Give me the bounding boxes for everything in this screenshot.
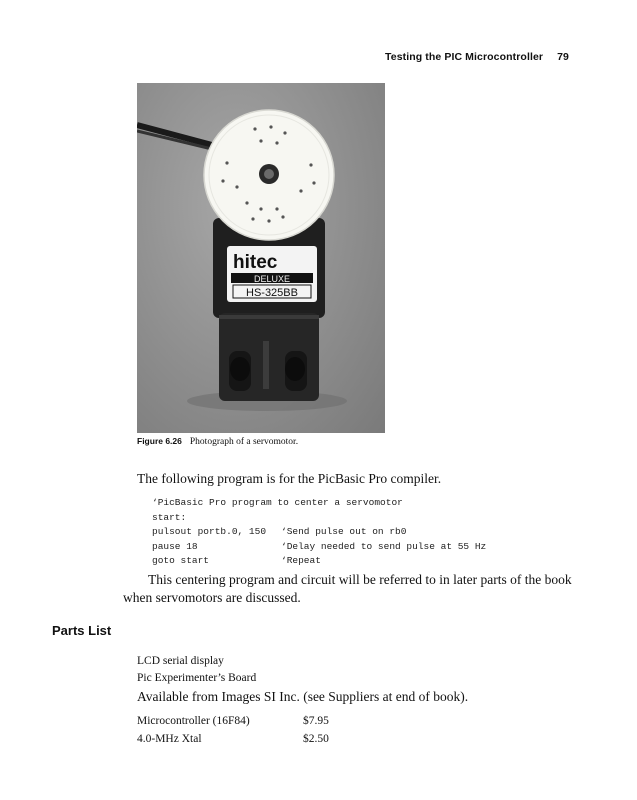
price-value: $2.50 [303,733,329,745]
price-value: $7.95 [303,715,329,727]
code-line [152,511,486,526]
section-heading: Parts List [52,623,112,638]
code-line [152,525,486,540]
list-item: Pic Experimenter’s Board [137,672,257,684]
code-listing [152,496,486,569]
brand-text: hitec [233,252,278,273]
code-line [152,554,486,569]
code-text: goto start [152,555,210,566]
figure-label: Figure 6.26 [137,436,182,446]
price-row [137,712,329,730]
series-text: DELUXE [253,274,291,284]
code-line [152,496,486,511]
servomotor-photo [137,83,385,433]
availability-text: Available from Images SI Inc. (see Suppliers at end of book). [137,689,469,704]
price-list [137,712,329,748]
chapter-title: Testing the PIC Microcontroller [385,51,544,63]
model-text: HS-325BB [246,287,298,299]
figure-caption [137,436,298,447]
parts-list [137,653,256,687]
code-text: ‘PicBasic Pro program to center a servomotor [152,497,403,508]
figure-caption-text: Photograph of a servomotor. [189,437,299,447]
price-row [137,730,329,748]
code-text: start: [152,511,187,523]
code-comment: ‘Delay needed to send pulse at 55 Hz [281,540,487,552]
code-text: pause 18 [152,540,198,552]
code-comment: ‘Repeat [281,555,321,566]
list-item: LCD serial display [137,655,224,667]
page-number: 79 [557,51,569,63]
running-head [385,51,569,63]
price-item: Microcontroller (16F84) [137,715,250,727]
body-paragraph: This centering program and circuit will be referred to in later parts of the book when servomotors are discussed. [123,572,572,605]
code-line [152,540,486,555]
intro-text: The following program is for the PicBasic Pro compiler. [137,471,442,486]
code-text: pulsout portb.0, 150 [152,526,267,537]
servomotor-illustration [137,83,385,433]
price-item: 4.0-MHz Xtal [137,733,202,745]
code-comment: ‘Send pulse out on rb0 [281,526,407,537]
